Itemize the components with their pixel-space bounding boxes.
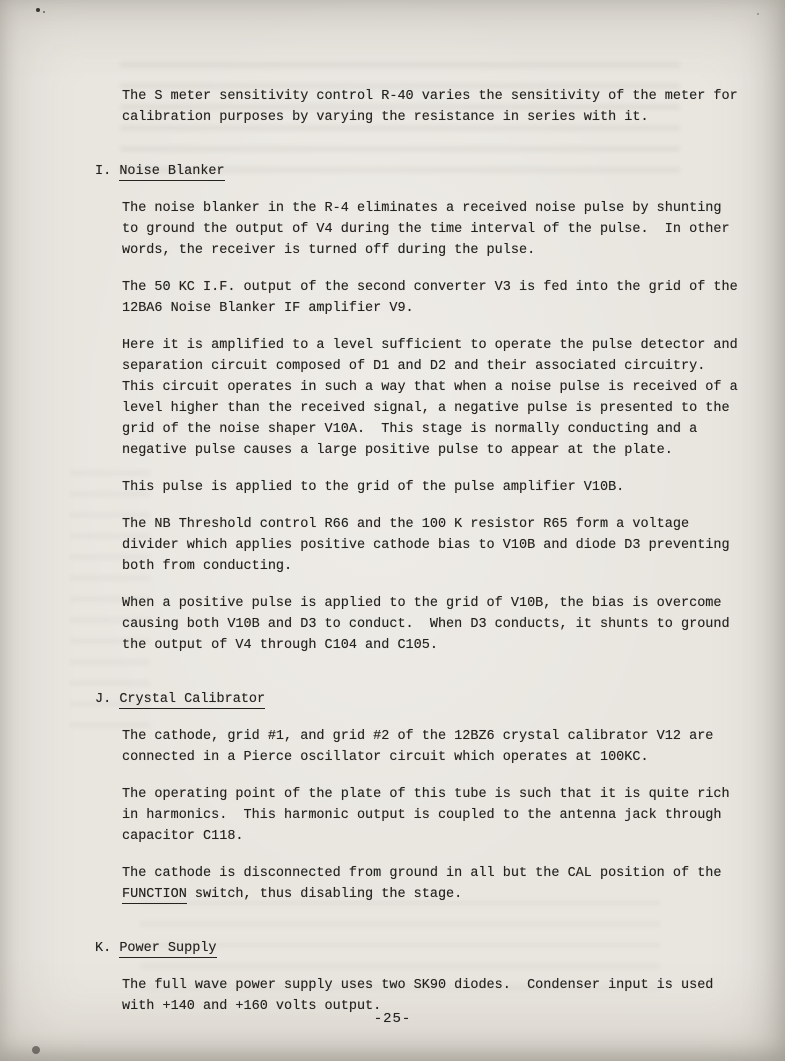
section-heading [95,161,743,182]
scan-speck-artifact [36,8,40,12]
section-label: J. [95,692,120,707]
paragraph: The 50 KC I.F. output of the second converter V3 is fed into the grid of the 12BA6 Noise Blanker IF amplifier V9. [122,280,746,316]
page-number: -25- [373,1011,412,1027]
paragraph: The noise blanker in the R-4 eliminates a received noise pulse by shunting to ground the output of V4 during the time interval of the pulse. In other words, the receiver is turned off during the pulse. [122,201,738,258]
paragraph: When a positive pulse is applied to the grid of V10B, the bias is overcome causing both V10B and D3 to conduct. When D3 conducts, it shunts to ground the output of V4 through C104 and C105. [122,596,738,653]
document-body [95,86,746,1017]
section-heading [95,938,743,959]
paragraph: The operating point of the plate of this tube is such that it is quite rich in harmonics. This harmonic output is coupled to the antenna jack through capacitor C118. [122,787,738,844]
document-section [95,161,746,656]
sections [95,161,746,1017]
section-title: Power Supply [119,941,217,956]
document-section [95,938,743,1017]
section-label: K. [95,941,120,956]
paragraph: Here it is amplified to a level sufficient to operate the pulse detector and separation circuit composed of D1 and D2 and their associated circuitry. This circuit operates in such a way that when a noise pulse is received of a level higher than the received signal, a negative pulse is presented to the grid of the noise shaper V10A. This stage is normally conducting and a negative pulse causes a large positive pulse to appear at the plate. [122,338,746,458]
paragraph: This pulse is applied to the grid of the pulse amplifier V10B. [122,480,625,495]
paragraph: The full wave power supply uses two SK90 diodes. Condenser input is used with +140 and +160 volts output. [122,978,722,1014]
paragraph: The cathode, grid #1, and grid #2 of the 12BZ6 crystal calibrator V12 are connected in a Pierce oscillator circuit which operates at 100KC. [122,729,722,765]
underlined-text: FUNCTION [122,887,187,902]
section-title: Crystal Calibrator [119,692,266,707]
section-label: I. [95,164,120,179]
section-title: Noise Blanker [119,164,225,179]
document-section [95,689,743,905]
intro-paragraph: The S meter sensitivity control R-40 varies the sensitivity of the meter for calibration purposes by varying the resistance in series with it. [122,89,746,125]
paragraph: The NB Threshold control R66 and the 100 K resistor R65 form a voltage divider which applies positive cathode bias to V10B and diode D3 preventing both from conducting. [122,517,738,574]
paragraph: The cathode is disconnected from ground in all but the CAL position of the FUNCTION switch, thus disabling the stage. [122,866,730,902]
section-heading [95,689,743,710]
